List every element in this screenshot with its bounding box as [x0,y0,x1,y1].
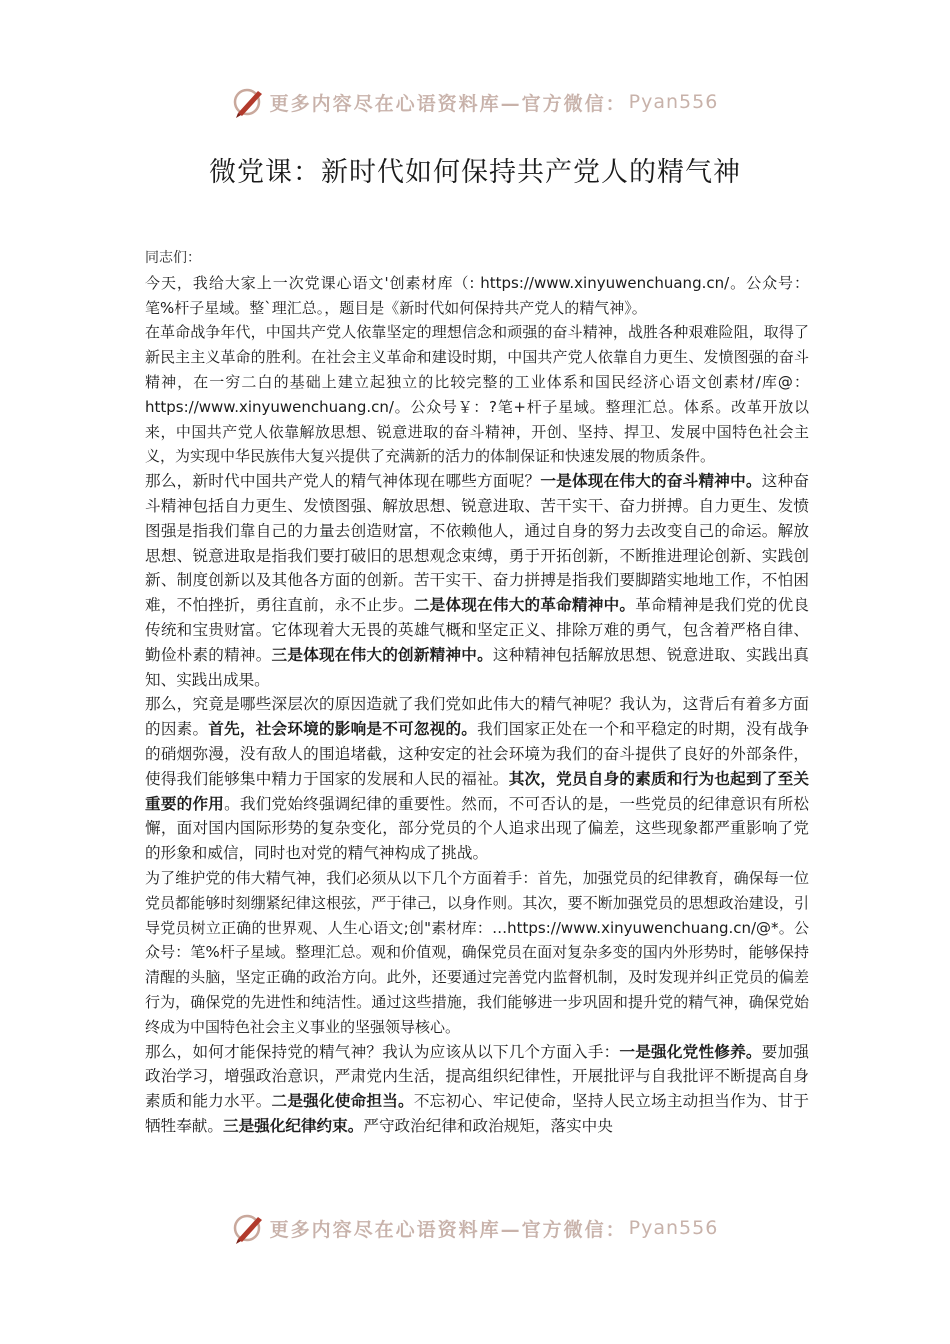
paragraph-intro: 今天，我给大家上一次党课心语文'创素材库（: https://www.xinyuwenchuang.cn/。公众号：笔%杆子星域。整`理汇总。，题目是《新时代如何保持共产党人的精气神》。 [145,273,809,317]
header-watermark-banner [0,82,950,122]
article-body [145,246,809,1139]
banner-wechat-id: Pyan556 [628,91,719,113]
key-point-bold: 首先，社会环境的影响是不可忽视的。 [208,720,478,739]
paragraph-reasons [145,692,809,866]
key-point-bold: 一是体现在伟大的奋斗精神中。 [540,472,762,491]
banner-text: 更多内容尽在心语资料库—官方微信： [269,92,627,115]
text-segment: 这种精神包括解放思想、锐意进取、实践出真知、实践出成果。 [145,645,809,689]
greeting: 同志们： [145,250,201,266]
key-point-bold: 二是强化使命担当。 [271,1092,414,1111]
text-segment: 严守政治纪律和政治规矩，落实中央 [363,1116,613,1135]
text-segment: 我们国家正处在一个和平稳定的时期，没有战争的硝烟弥漫，没有敌人的围追堵截，这种安定的社会环境为我们的奋斗提供了良好的外部条件，使得我们能够集中精力于国家的发展和人民的福祉。 [145,720,809,788]
text-segment: 不忘初心、牢记使命，坚持人民立场主动担当作为、甘于牺牲奉献。 [145,1092,809,1135]
pen-logo-icon [232,85,266,119]
text-segment: 这种奋斗精神包括自力更生、发愤图强、解放思想、锐意进取、苦干实干、奋力拼搏。自力更生、发愤图强是指我们靠自己的力量去创造财富，不依赖他人，通过自身的努力去改变自己的命运。解放思想、锐意进取是指我们要打破旧的思想观念束缚，勇于开拓创新，不断推进理论创新、实践创新、制度创新以及其他各方面的创新。苦干实干、奋力拼搏是指我们要脚踏实地地工作，不怕困难，不怕挫折，勇往直前，永不止步。 [145,472,809,615]
text-segment: 。我们党始终强调纪律的重要性。然而，不可否认的是，一些党员的纪律意识有所松懈，面对国内国际形势的复杂变化，部分党员的个人追求出现了偏差，这些现象都严重影响了党的形象和威信，同时也对党的精气神构成了挑战。 [145,794,809,863]
banner-text: 更多内容尽在心语资料库—官方微信： [269,1218,627,1241]
key-point-bold: 三是体现在伟大的创新精神中。 [271,645,493,664]
text-segment: 要加强政治学习，增强政治意识，严肃党内生活，提高组织纪律性，开展批评与自我批评不断提高自身素质和能力水平。 [145,1042,809,1111]
key-point-bold: 三是强化纪律约束。 [222,1116,364,1135]
text-segment: 那么，新时代中国共产党人的精气神体现在哪些方面呢？ [145,472,541,491]
paragraph-how-to [145,1040,809,1139]
paragraph-manifestations [145,469,809,692]
key-point-bold: 其次，党员自身的素质和行为也起到了至关重要的作用 [145,769,809,813]
key-point-bold: 一是强化党性修养。 [619,1042,762,1061]
text-segment: 那么，如何才能保持党的精气神？我认为应该从以下几个方面入手： [145,1042,620,1061]
key-point-bold: 二是体现在伟大的革命精神中。 [413,596,636,615]
paragraph-measures: 为了维护党的伟大精气神，我们必须从以下几个方面着手：首先，加强党员的纪律教育，确保每一位党员都能够时刻绷紧纪律这根弦，严于律己，以身作则。其次，要不断加强党员的思想政治建设，引导党员树立正确的世界观、人生心语文;创"素材库：…https://www.xinyuwenchuang.cn/@*。公众号：笔%杆子星域。整理汇总。观和价值观，确保党员在面对复杂多变的国内外形势时，能够保持清醒的头脑，坚定正确的政治方向。此外，还要通过完善党内监督机制，及时发现并纠正党员的偏差行为，确保党的先进性和纯洁性。通过这些措施，我们能够进一步巩固和提升党的精气神，确保党始终成为中国特色社会主义事业的坚强领导核心。 [145,868,809,1036]
footer-watermark-banner [0,1208,950,1248]
page-title: 微党课：新时代如何保持共产党人的精气神 [209,157,741,188]
pen-logo-icon [232,1211,266,1245]
text-segment: 那么，究竟是哪些深层次的原因造就了我们党如此伟大的精气神呢？我认为，这背后有着多方面的因素。 [145,695,809,739]
text-segment: 革命精神是我们党的优良传统和宝贵财富。它体现着大无畏的英雄气概和坚定正义、排除万难的勇气，包含着严格自律、勤俭朴素的精神。 [145,596,809,664]
paragraph-history: 在革命战争年代，中国共产党人依靠坚定的理想信念和顽强的奋斗精神，战胜各种艰难险阻，取得了新民主主义革命的胜利。在社会主义革命和建设时期，中国共产党人依靠自力更生、发愤图强的奋斗精神，在一穷二白的基础上建立起独立的比较完整的工业体系和国民经济心语文创素材/库@：https://www.xinyuwenchuang.cn/。公众号￥：?笔+杆子星域。整理汇总。体系。改革开放以来，中国共产党人依靠解放思想、锐意进取的奋斗精神，开创、坚持、捍卫、发展中国特色社会主义，为实现中华民族伟大复兴提供了充满新的活力的体制保证和快速发展的物质条件。 [145,323,809,466]
banner-wechat-id: Pyan556 [628,1217,719,1239]
